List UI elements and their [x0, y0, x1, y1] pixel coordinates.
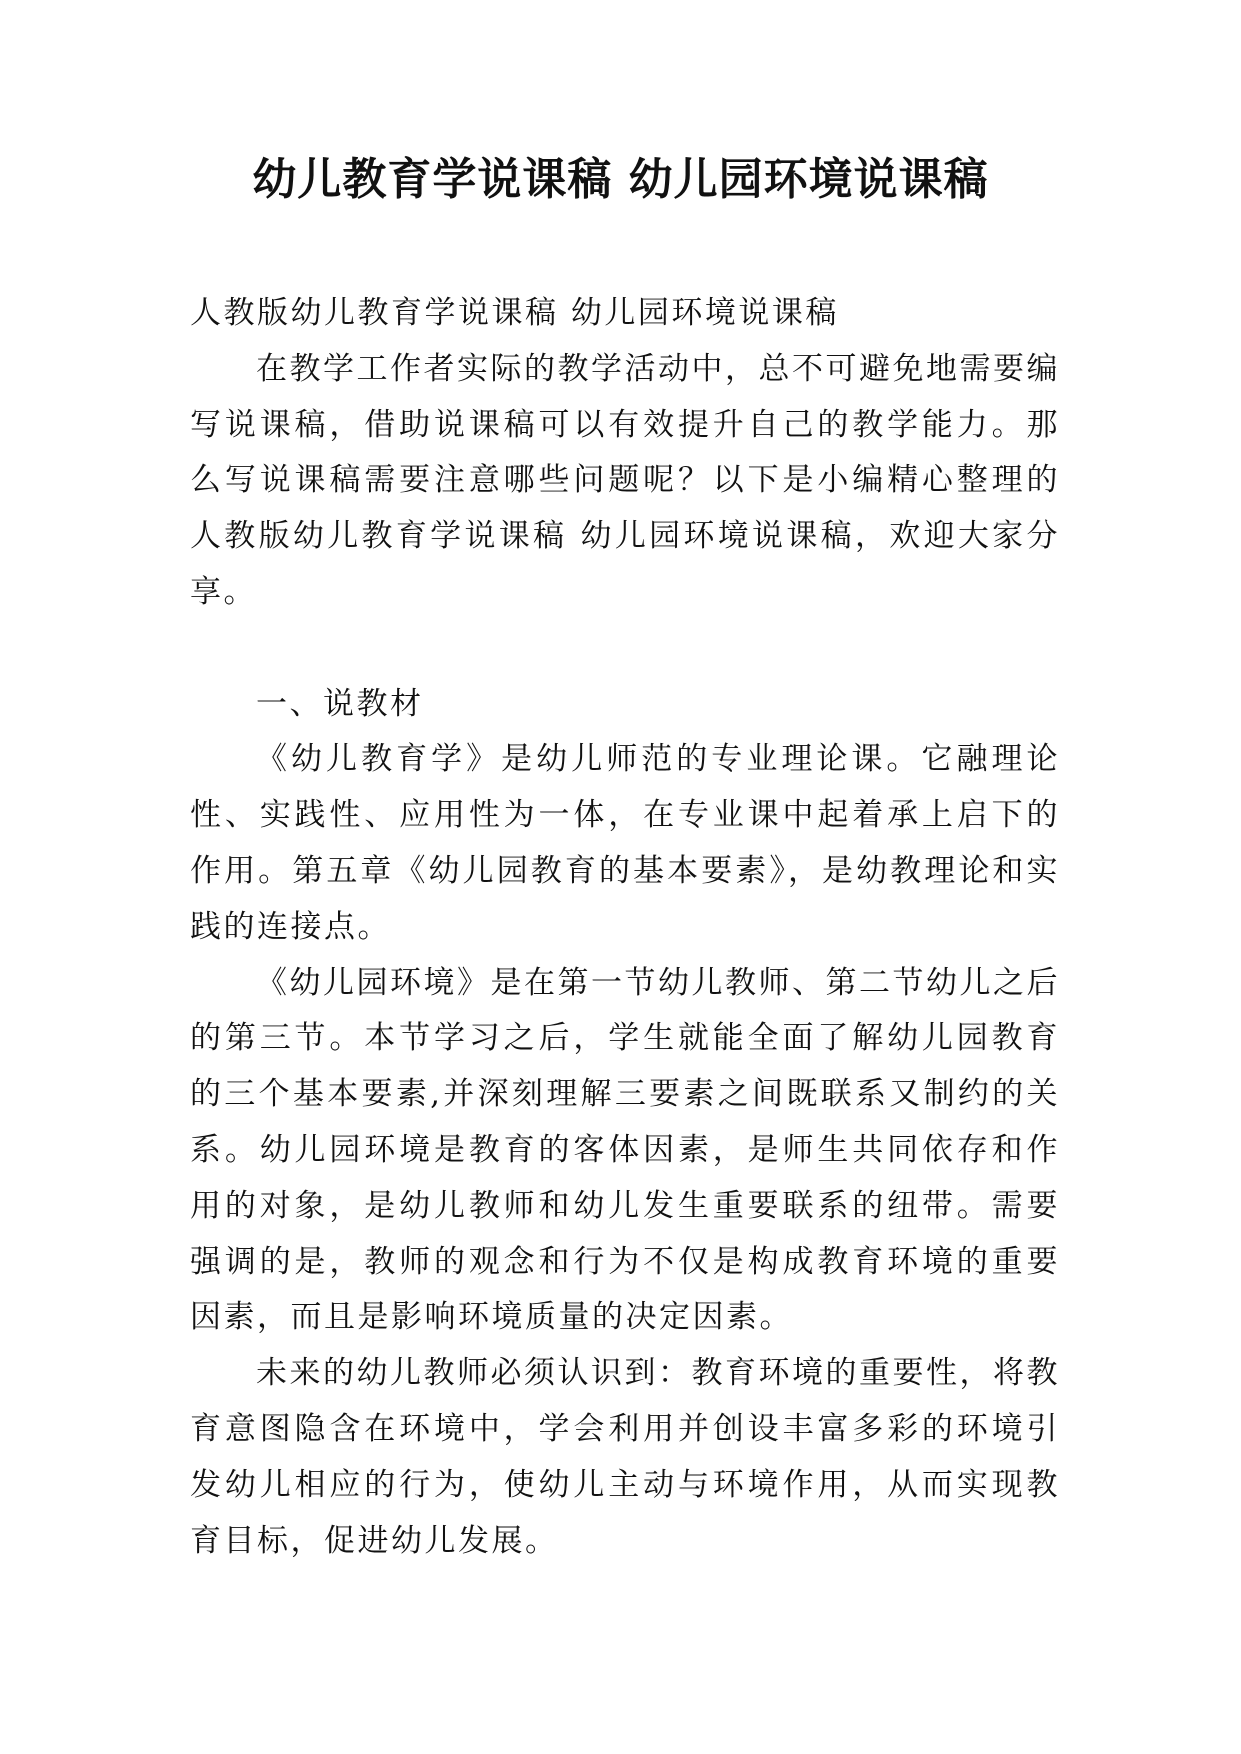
body-paragraph: 未来的幼儿教师必须认识到：教育环境的重要性，将教育意图隐含在环境中，学会利用并创设丰富多彩的环境引发幼儿相应的行为，使幼儿主动与环境作用，从而实现教育目标，促进幼儿发展。 [190, 1355, 1060, 1559]
section-heading: 一、说教材 [256, 685, 424, 722]
intro-paragraph: 在教学工作者实际的教学活动中，总不可避免地需要编写说课稿，借助说课稿可以有效提升自己的教学能力。那么写说课稿需要注意哪些问题呢？以下是小编精心整理的人教版幼儿教育学说课稿 幼儿园环境说课稿，欢迎大家分享。 [190, 350, 1060, 610]
document-body [190, 286, 1060, 1569]
paragraph-spacer [190, 621, 1060, 677]
body-paragraph: 《幼儿教育学》是幼儿师范的专业理论课。它融理论性、实践性、应用性为一体，在专业课中起着承上启下的作用。第五章《幼儿园教育的基本要素》，是幼教理论和实践的连接点。 [190, 741, 1060, 945]
document-title: 幼儿教育学说课稿 幼儿园环境说课稿 [252, 154, 989, 205]
body-paragraph: 《幼儿园环境》是在第一节幼儿教师、第二节幼儿之后的第三节。本节学习之后，学生就能全面了解幼儿园教育的三个基本要素,并深刻理解三要素之间既联系又制约的关系。幼儿园环境是教育的客体因素，是师生共同依存和作用的对象，是幼儿教师和幼儿发生重要联系的纽带。需要强调的是，教师的观念和行为不仅是构成教育环境的重要因素，而且是影响环境质量的决定因素。 [190, 964, 1060, 1336]
subtitle-line: 人教版幼儿教育学说课稿 幼儿园环境说课稿 [190, 295, 839, 331]
